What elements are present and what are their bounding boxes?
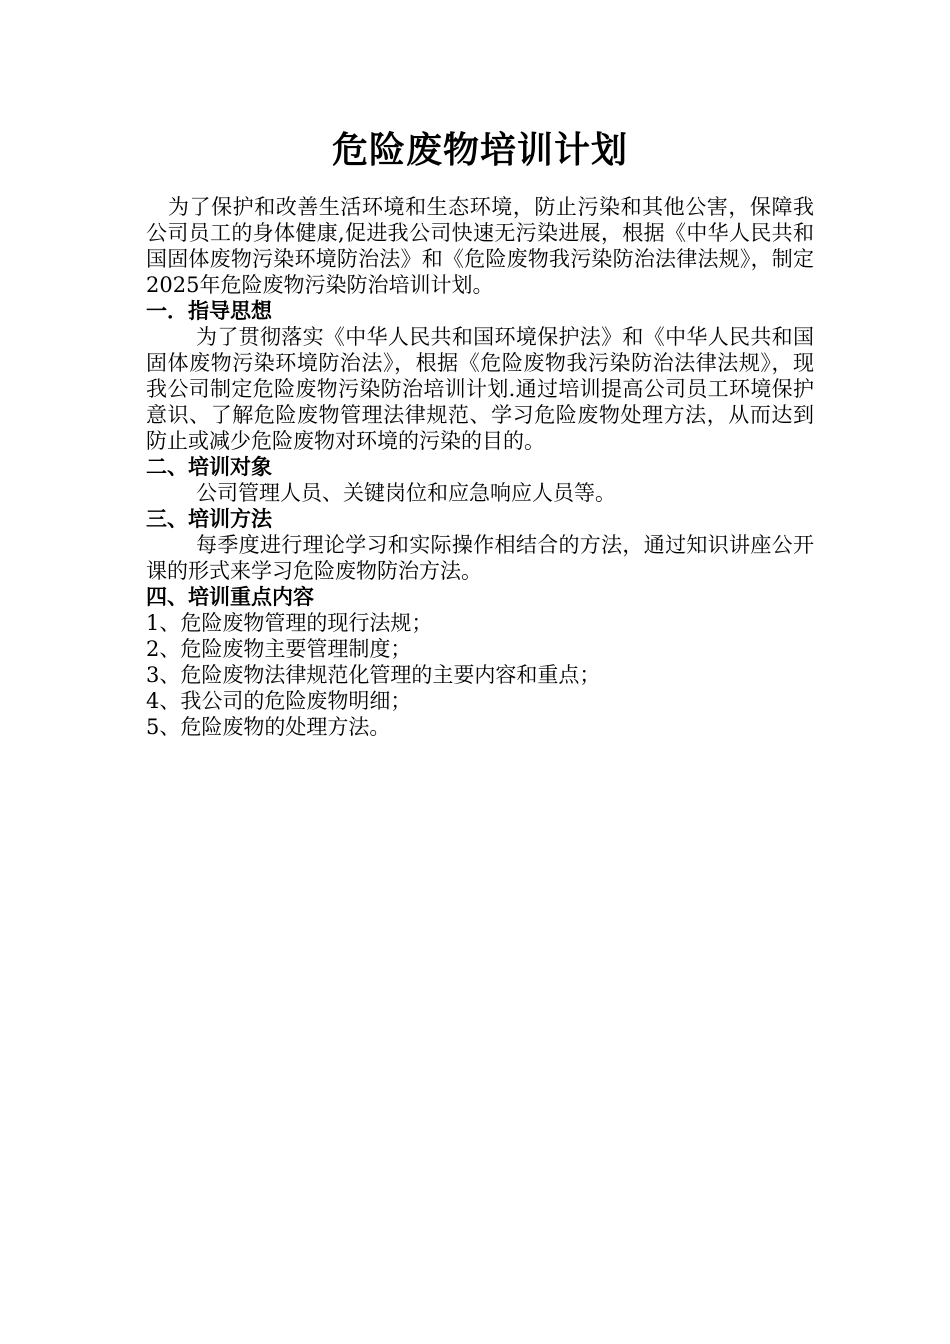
list-item: 2、危险废物主要管理制度； bbox=[146, 637, 412, 661]
section-training-audience bbox=[146, 454, 814, 506]
section-heading: 四、培训重点内容 bbox=[146, 584, 314, 609]
document-title: 危险废物培训计划 bbox=[331, 129, 628, 171]
intro-paragraph: 为了保护和改善生活环境和生态环境，防止污染和其他公害，保障我公司员工的身体健康,促进我公司快速无污染进展，根据《中华人民共和国固体废物污染环境防治法》和《危险废物我污染防治法律法规》，制定2025年危险废物污染防治培训计划。 bbox=[146, 195, 814, 297]
list-item: 1、危险废物管理的现行法规； bbox=[146, 611, 433, 635]
section-body: 每季度进行理论学习和实际操作相结合的方法，通过知识讲座公开课的形式来学习危险废物防治方法。 bbox=[146, 533, 814, 583]
section-key-content bbox=[146, 584, 814, 740]
section-heading: 三、培训方法 bbox=[146, 506, 272, 531]
list-item: 3、危险废物法律规范化管理的主要内容和重点； bbox=[146, 663, 601, 687]
section-body: 公司管理人员、关键岗位和应急响应人员等。 bbox=[196, 481, 616, 505]
key-content-list bbox=[146, 610, 814, 740]
section-body: 为了贯彻落实《中华人民共和国环境保护法》和《中华人民共和国固体废物污染环境防治法》，根据《危险废物我污染防治法律法规》，现我公司制定危险废物污染防治培训计划.通过培训提高公司员工环境保护意识、了解危险废物管理法律规范、学习危险废物处理方法，从而达到防止或减少危险废物对环境的污染的目的。 bbox=[146, 325, 814, 453]
section-heading: 一．指导思想 bbox=[146, 298, 272, 323]
section-guiding-thought bbox=[146, 298, 814, 454]
document-page bbox=[146, 122, 814, 740]
section-training-method bbox=[146, 506, 814, 584]
list-item: 5、危险废物的处理方法。 bbox=[146, 715, 391, 739]
list-item: 4、我公司的危险废物明细； bbox=[146, 689, 412, 713]
section-heading: 二、培训对象 bbox=[146, 454, 272, 479]
